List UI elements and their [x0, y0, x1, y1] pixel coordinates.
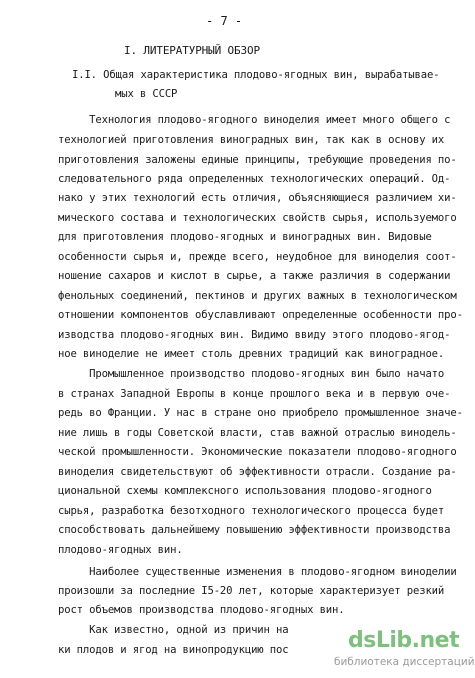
body-line: нако у этих технологий есть отличия, объясняющиеся различием хи-: [58, 192, 457, 204]
body-line: особенности сырья и, прежде всего, неудобное для виноделия соот-: [58, 251, 457, 263]
body-line: сырья, разработка безотходного технологического процесса будет: [58, 505, 445, 517]
body-line: виноделия свидетельствуют об эффективности отрасли. Создание ра-: [58, 466, 457, 478]
watermark: [334, 628, 475, 674]
body-line: ние лишь в годы Советской власти, став важной отраслью винодель-: [58, 427, 457, 439]
body-line: Наиболее существенные изменения в плодово-ягодном виноделии: [58, 566, 457, 578]
watermark-tagline: библиотека диссертаций: [334, 656, 475, 668]
body-line: приготовления заложены единые принципы, требующие проведения по-: [58, 154, 457, 166]
body-line: плодово-ягодных вин.: [58, 544, 183, 556]
body-line: технологией приготовления виноградных вин, так как в основу их: [58, 134, 445, 146]
body-line: ношение сахаров и кислот в сырье, а также различия в содержании: [58, 270, 451, 282]
body-line: для приготовления плодово-ягодных и виноградных вин. Видовые: [58, 231, 432, 243]
body-line: изводства плодово-ягодных вин. Видимо ввиду этого плодово-ягод-: [58, 329, 451, 341]
body-line: редь во Франции. У нас в стране оно приобрело промышленное значе-: [58, 407, 463, 419]
body-line: произошли за последние I5-20 лет, которые характеризует резкий: [58, 585, 445, 597]
body-line: циональной схемы комплексного использования плодово-ягодного: [58, 485, 432, 497]
body-line: ческой промышленности. Экономические показатели плодово-ягодного: [58, 446, 457, 458]
chapter-heading: I. ЛИТЕРАТУРНЫЙ ОБЗОР: [124, 44, 260, 57]
body-line: следовательного ряда определенных технологических операций. Од-: [58, 173, 451, 185]
page-number: - 7 -: [206, 14, 243, 28]
body-line: мического состава и технологических свойств сырья, используемого: [58, 212, 457, 224]
body-line: Промышленное производство плодово-ягодных вин было начато: [58, 368, 445, 380]
body-line: рост объемов производства плодово-ягодных вин.: [58, 604, 345, 616]
body-line: Технология плодово-ягодного виноделия имеет много общего с: [58, 114, 451, 126]
watermark-logo: dsLib.net: [348, 628, 460, 653]
body-line: в странах Западной Европы в конце прошлого века и в первую оче-: [58, 388, 451, 400]
section-heading-line-2: мых в СССР: [115, 88, 178, 100]
body-line: фенольных соединений, пектинов и других важных в технологическом: [58, 290, 457, 302]
section-heading-line-1: I.I. Общая характеристика плодово-ягодных вин, вырабатывае-: [72, 69, 440, 81]
body-line: ки плодов и ягод на винопродукцию пос: [58, 644, 289, 656]
body-line: отношении компонентов обуславливают определенные особенности про-: [58, 309, 463, 321]
body-line: ное виноделие не имеет столь древних традиций как виноградное.: [58, 348, 445, 360]
body-line: способствовать дальнейшему повышению эффективности производства: [58, 524, 451, 536]
body-line: Как известно, одной из причин на: [58, 624, 289, 636]
